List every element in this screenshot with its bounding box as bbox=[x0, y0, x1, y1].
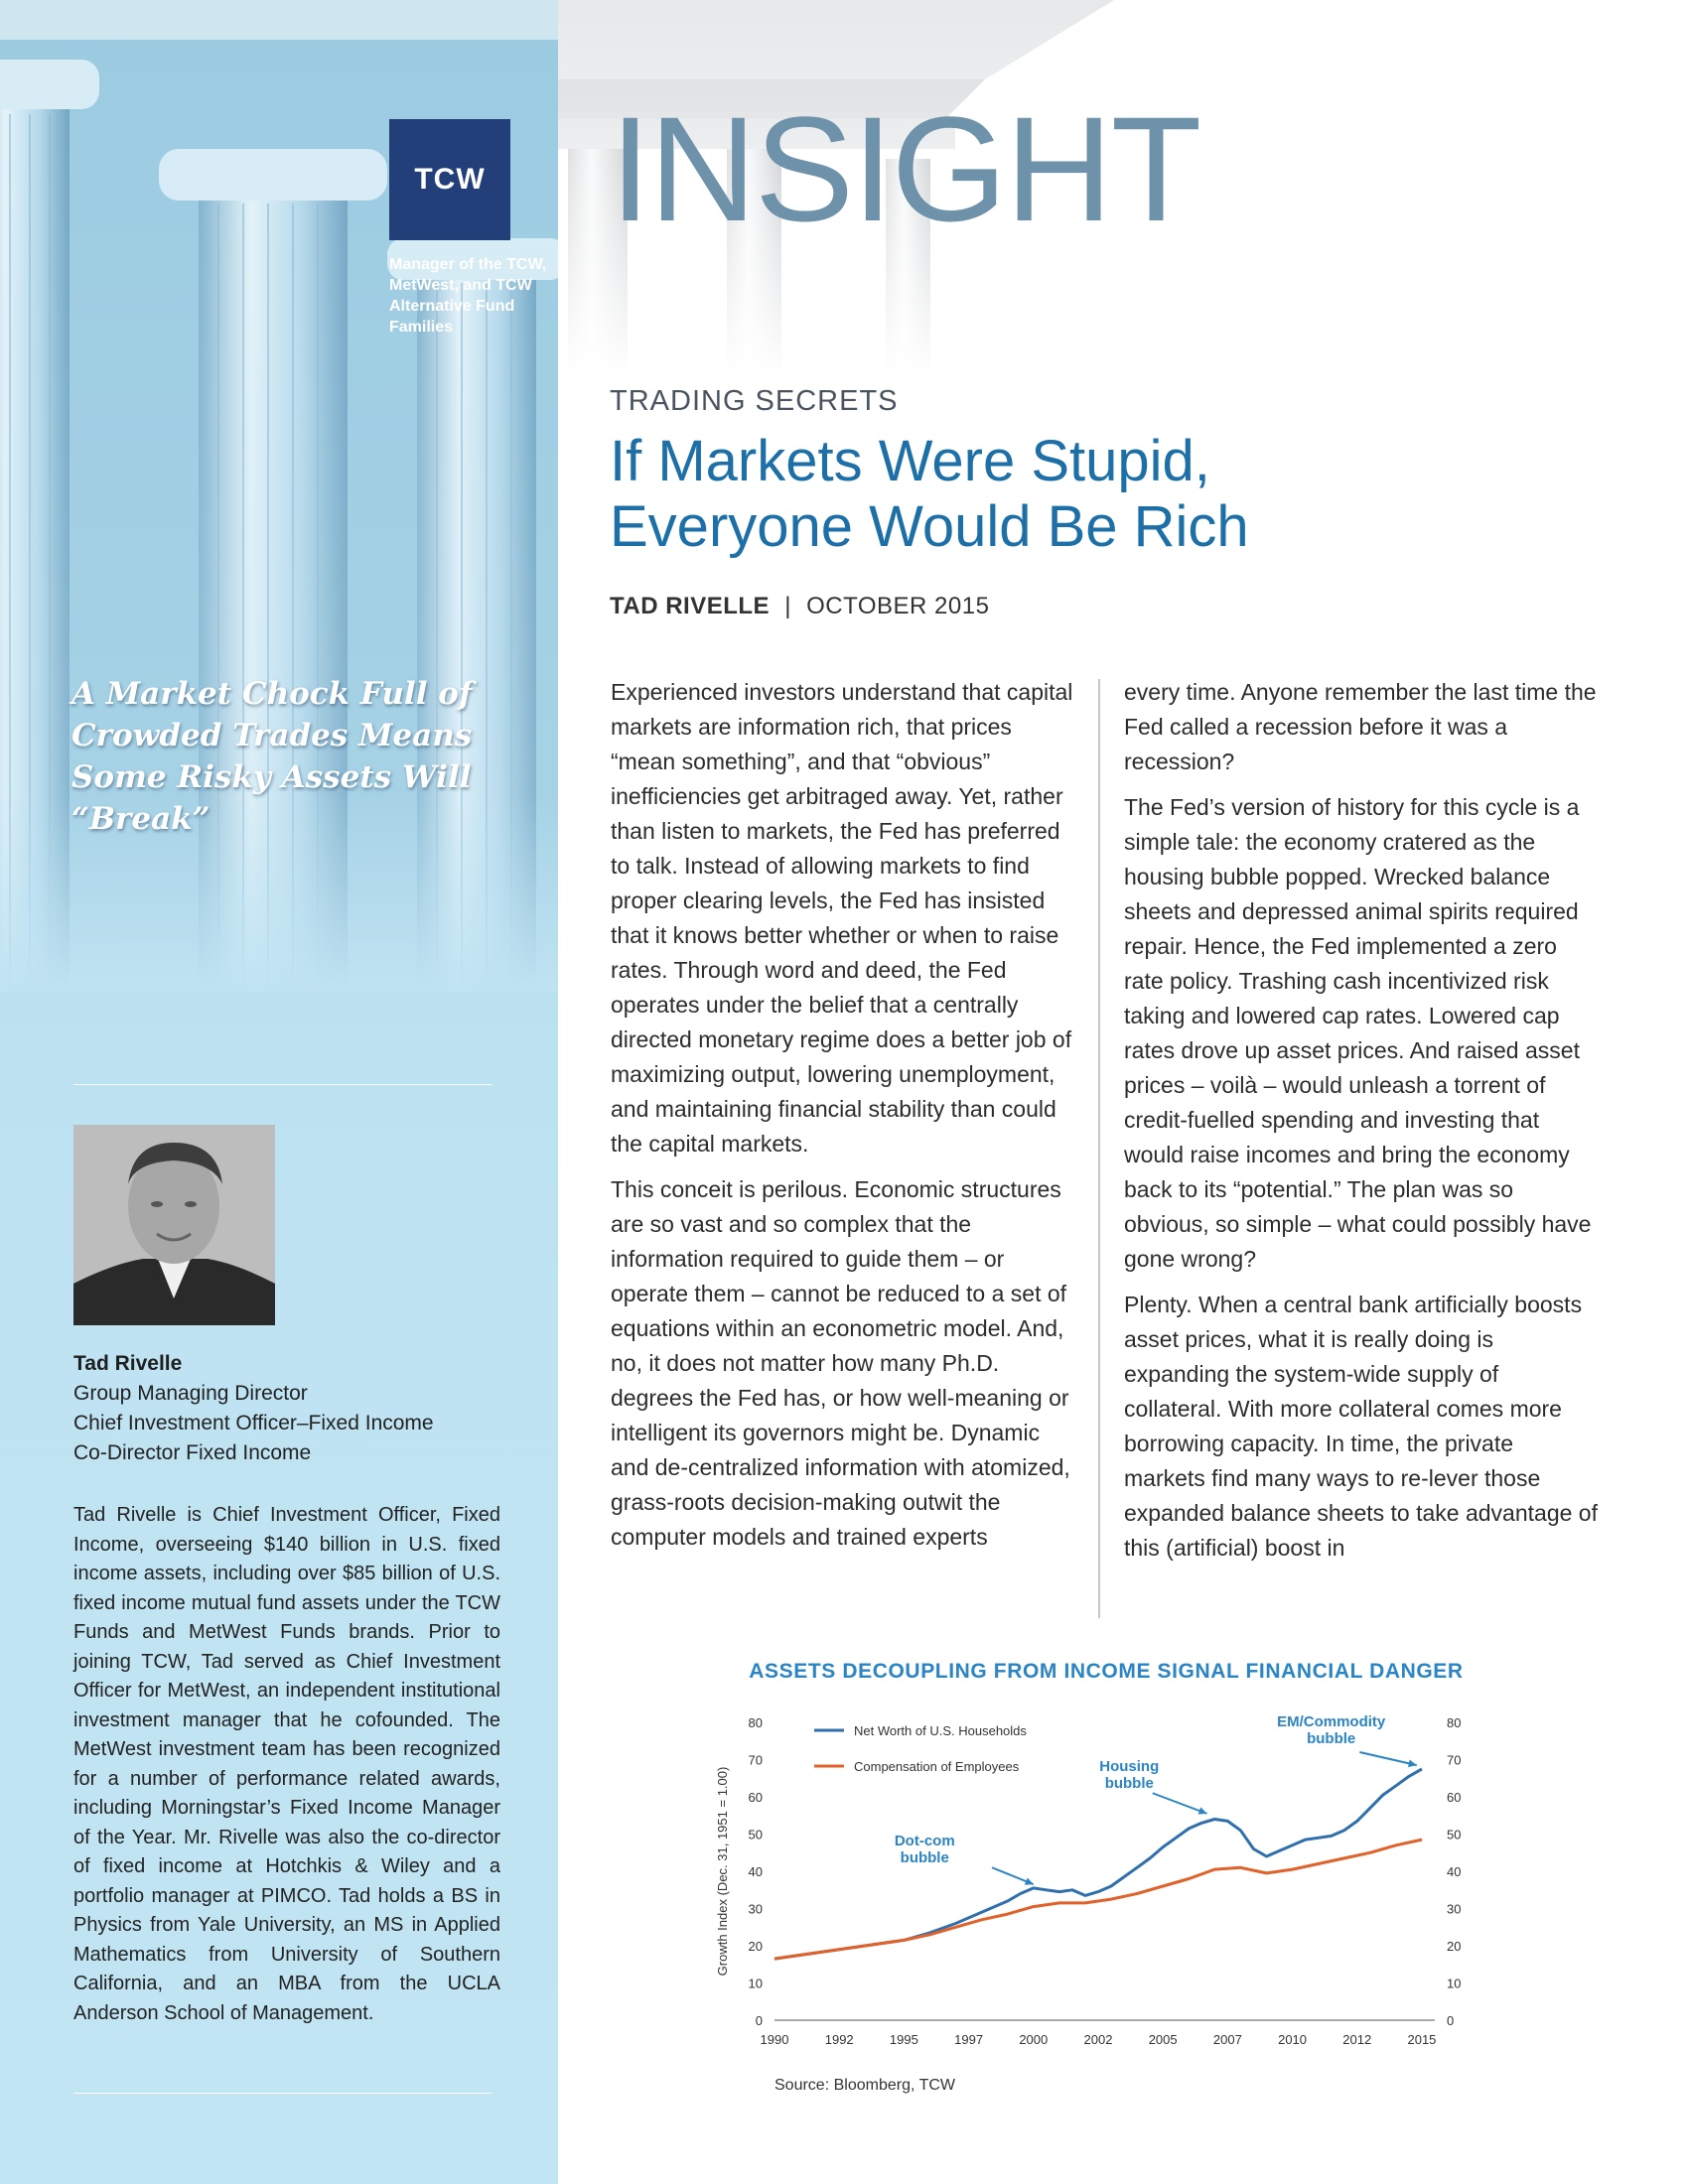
paragraph: This conceit is perilous. Economic structures are so vast and so complex that the information required to guide them – or operate them – cannot be reduced to a set of equations within an econometric model. And, no, it does not matter how many Ph.D. degrees the Fed has, or how well-meaning or intelligent its governors might be. Dynamic and de-centralized information with atomized, grass-roots decision-making outwit the computer models and trained experts bbox=[611, 1176, 1070, 1550]
sidebar bbox=[0, 0, 558, 2184]
annotation-arrow bbox=[1153, 1793, 1207, 1814]
annotation-arrow bbox=[1359, 1752, 1416, 1765]
legend-label: Net Worth of U.S. Households bbox=[854, 1723, 1027, 1738]
annotation-arrowhead bbox=[1408, 1760, 1417, 1768]
y-tick-label: 80 bbox=[748, 1715, 763, 1730]
author-name: Tad Rivelle bbox=[73, 1352, 183, 1375]
byline bbox=[610, 593, 989, 620]
author-role: Co-Director Fixed Income bbox=[73, 1441, 312, 1464]
annotation-label: Housing bbox=[1099, 1757, 1160, 1775]
series-line-1 bbox=[774, 1840, 1422, 1959]
x-tick-label: 2007 bbox=[1212, 2032, 1242, 2047]
column-divider bbox=[1098, 679, 1100, 1618]
x-tick-label: 2002 bbox=[1083, 2032, 1113, 2047]
publish-date: OCTOBER 2015 bbox=[806, 593, 990, 619]
annotation-label: Dot-com bbox=[894, 1832, 955, 1849]
annotation-label: bubble bbox=[900, 1848, 949, 1866]
paragraph: every time. Anyone remember the last time the Fed called a recession before it was a recession? bbox=[1124, 679, 1597, 774]
x-tick-label: 1990 bbox=[760, 2032, 789, 2047]
y-tick-label-right: 50 bbox=[1447, 1827, 1462, 1843]
paragraph: Plenty. When a central bank artificially boosts asset prices, what it is really doing is expanding the system-wide supply of collateral. With more collateral comes more borrowing capacity. In time, the private markets find many ways to re-lever those expanded balance sheets to take advantage of this (artificial) boost in bbox=[1124, 1292, 1598, 1561]
masthead-title: INSIGHT bbox=[610, 85, 1200, 252]
tcw-logo: TCW bbox=[389, 119, 510, 240]
x-tick-label: 1992 bbox=[824, 2032, 854, 2047]
y-tick-label: 40 bbox=[748, 1864, 763, 1879]
chart-title: ASSETS DECOUPLING FROM INCOME SIGNAL FINANCIAL DANGER bbox=[749, 1660, 1464, 1683]
x-tick-label: 2012 bbox=[1342, 2032, 1372, 2047]
x-tick-label: 1997 bbox=[954, 2032, 984, 2047]
divider bbox=[73, 2093, 492, 2094]
y-tick-label-right: 20 bbox=[1447, 1939, 1462, 1954]
y-tick-label: 0 bbox=[755, 2013, 763, 2028]
author-role: Chief Investment Officer–Fixed Income bbox=[73, 1412, 434, 1434]
y-tick-label: 70 bbox=[748, 1752, 763, 1768]
author-role: Group Managing Director bbox=[73, 1382, 308, 1405]
x-tick-label: 1995 bbox=[889, 2032, 918, 2047]
y-axis-label: Growth Index (Dec. 31, 1951 = 1.00) bbox=[715, 1766, 730, 1977]
y-tick-label-right: 30 bbox=[1447, 1901, 1462, 1917]
annotation-label: bubble bbox=[1307, 1729, 1356, 1747]
body-column-2 bbox=[1124, 675, 1601, 1576]
line-chart bbox=[695, 1693, 1479, 2070]
annotation-label: bubble bbox=[1104, 1774, 1154, 1792]
chart-source: Source: Bloomberg, TCW bbox=[774, 2077, 955, 2094]
y-tick-label-right: 60 bbox=[1447, 1790, 1462, 1805]
x-tick-label: 2000 bbox=[1019, 2032, 1049, 2047]
y-tick-label: 20 bbox=[748, 1939, 763, 1954]
byline-separator: | bbox=[784, 593, 791, 619]
x-tick-label: 2005 bbox=[1148, 2032, 1178, 2047]
body-column-1 bbox=[611, 675, 1077, 1566]
divider bbox=[73, 1084, 492, 1085]
paragraph: The Fed’s version of history for this cycle is a simple tale: the economy cratered as the housing bubble popped. Wrecked balance sheets and depressed animal spirits required repair. Hence, the Fed implemented a zero rate policy. Trashing cash incentivized risk taking and lowered cap rates. Lowered cap rates drove up asset prices. And raised asset prices – voilà – would unleash a torrent of credit-fuelled spending and investing that would raise incomes and bring the economy back to its “potential.” The plan was so obvious, so simple – what could possibly have gone wrong? bbox=[1124, 794, 1592, 1272]
paragraph: Experienced investors understand that capital markets are information rich, that prices “mean something”, and that “obvious” inefficiencies get arbitraged away. Yet, rather than listen to markets, the Fed has preferred to talk. Instead of allowing markets to find proper clearing levels, the Fed has insisted that it knows better whether or when to raise rates. Through word and deed, the Fed operates under the belief that a centrally directed monetary regime does a better job of maximizing output, lowering unemployment, and maintaining financial stability than could the capital markets. bbox=[611, 679, 1073, 1157]
x-tick-label: 2010 bbox=[1278, 2032, 1308, 2047]
y-tick-label-right: 80 bbox=[1447, 1715, 1462, 1730]
y-tick-label-right: 40 bbox=[1447, 1864, 1462, 1879]
y-tick-label-right: 70 bbox=[1447, 1752, 1462, 1768]
y-tick-label: 30 bbox=[748, 1901, 763, 1917]
y-tick-label: 10 bbox=[748, 1976, 763, 1991]
tagline: Manager of the TCW, MetWest, and TCW Alternative Fund Families bbox=[389, 256, 547, 336]
annotation-label: EM/Commodity bbox=[1277, 1712, 1386, 1730]
y-tick-label: 50 bbox=[748, 1827, 763, 1843]
y-tick-label: 60 bbox=[748, 1790, 763, 1805]
section-label: TRADING SECRETS bbox=[610, 385, 899, 417]
author-photo bbox=[73, 1125, 275, 1325]
y-tick-label-right: 0 bbox=[1447, 2013, 1455, 2028]
headline-line: Everyone Would Be Rich bbox=[610, 494, 1249, 559]
pull-quote: A Market Chock Full of Crowded Trades Means Some Risky Assets Will “Break” bbox=[71, 676, 473, 837]
x-tick-label: 2015 bbox=[1407, 2032, 1437, 2047]
y-tick-label-right: 10 bbox=[1447, 1976, 1462, 1991]
author-byline: TAD RIVELLE bbox=[610, 593, 771, 619]
headline bbox=[610, 429, 1652, 560]
legend-label: Compensation of Employees bbox=[854, 1759, 1020, 1774]
author-bio: Tad Rivelle is Chief Investment Officer, Fixed Income, overseeing $140 billion in U.S. fixed income assets, including over $85 billion of U.S. fixed income mutual fund assets under the TCW Funds and MetWest Funds brands. Prior to joining TCW, Tad served as Chief Investment Officer for MetWest, an independent institutional investment manager that he cofounded. The MetWest investment team has been recognized for a number of performance related awards, including Morningstar’s Fixed Income Manager of the Year. Mr. Rivelle was also the co-director of fixed income at Hotchkis & Wiley and a portfolio manager at PIMCO. Tad holds a BS in Physics from Yale University, an MS in Applied Mathematics from University of Southern California, and an MBA from the UCLA Anderson School of Management. bbox=[73, 1504, 500, 2024]
headline-line: If Markets Were Stupid, bbox=[610, 429, 1210, 493]
